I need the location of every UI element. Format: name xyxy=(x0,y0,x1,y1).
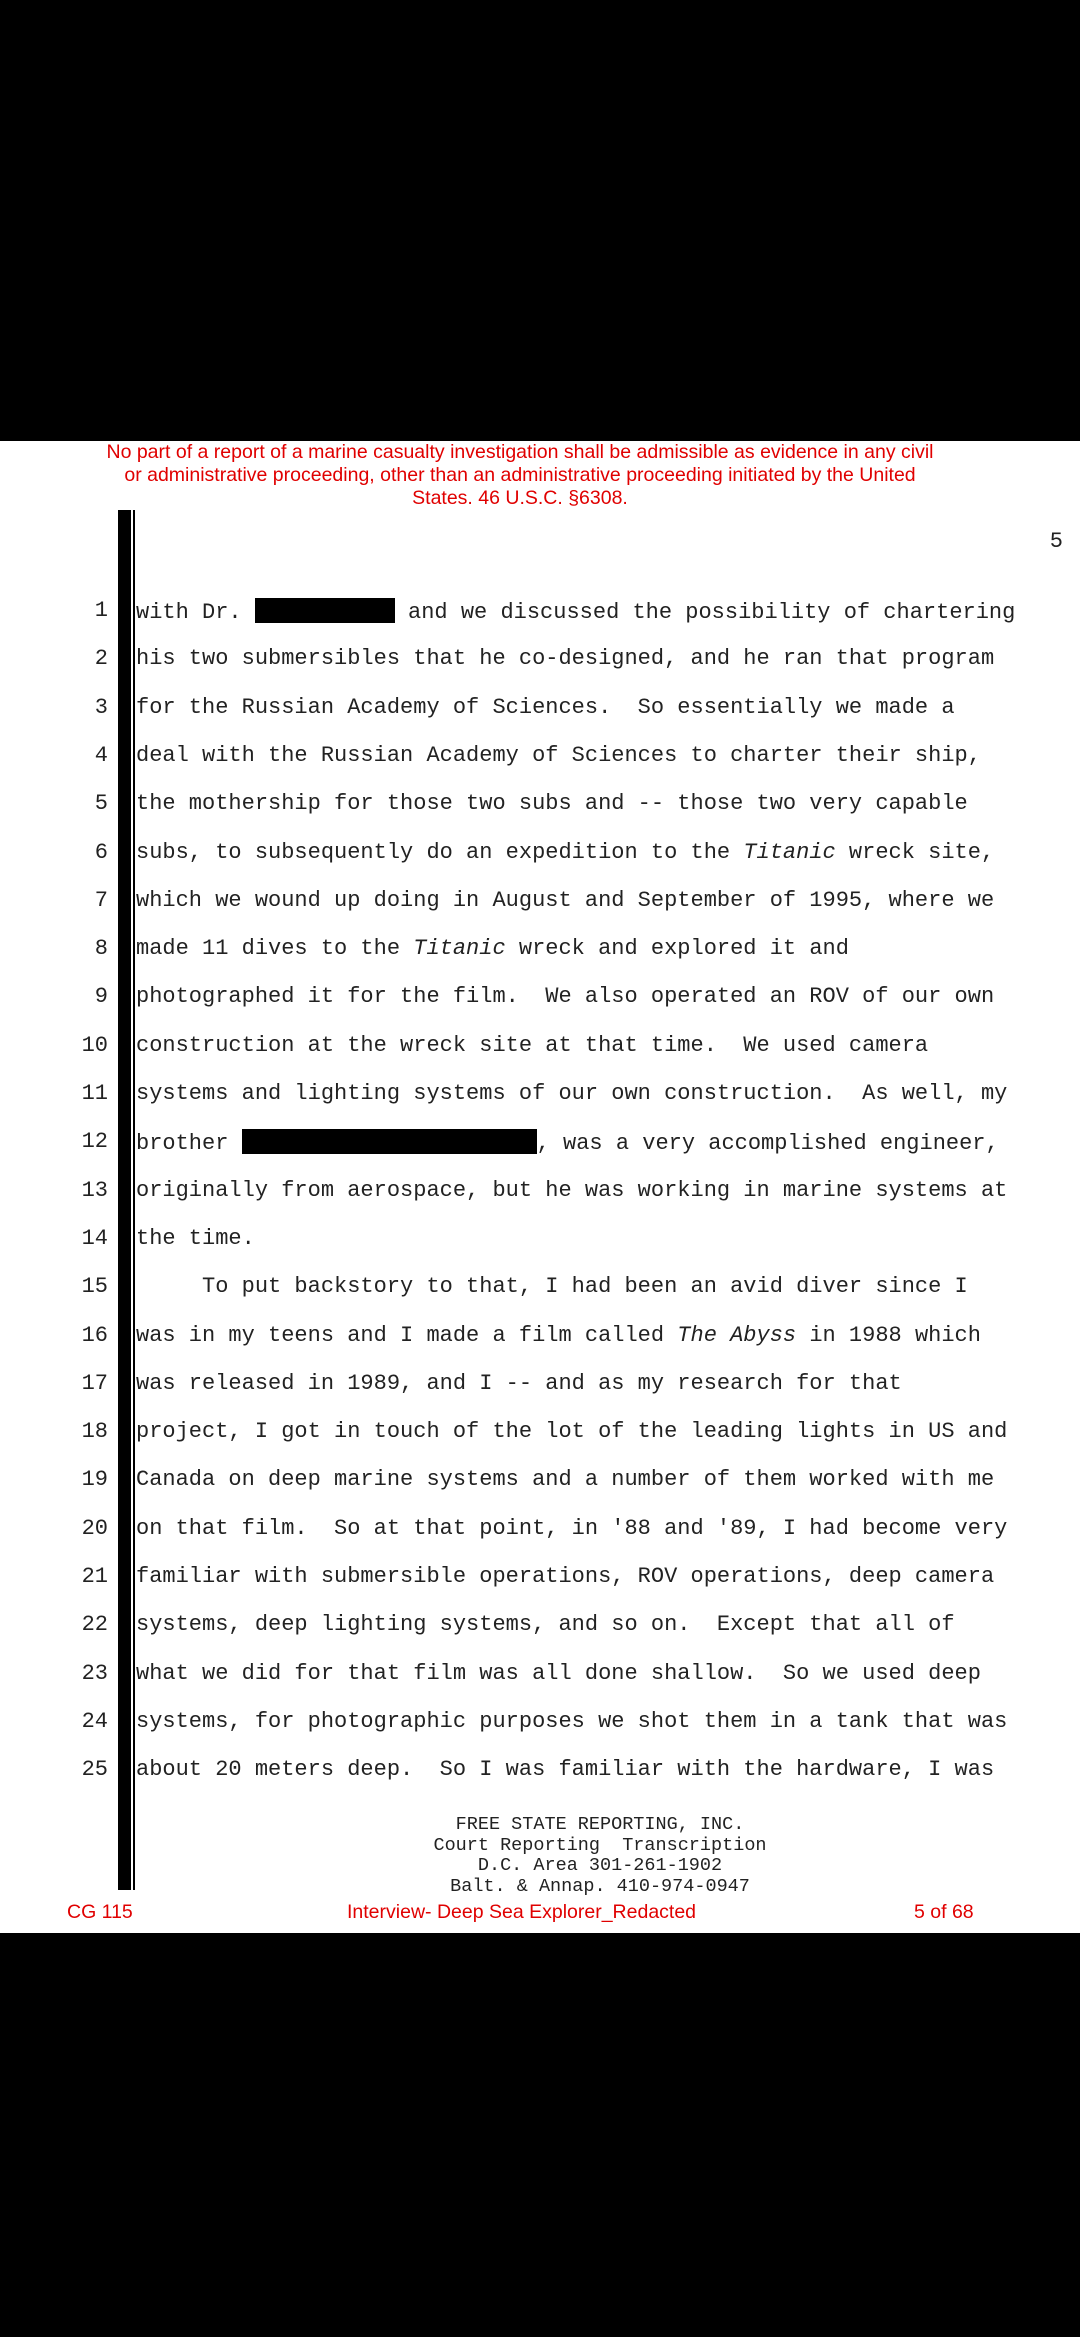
line-text: systems, deep lighting systems, and so on. Except that all of xyxy=(136,1612,955,1638)
italic-title: Titanic xyxy=(743,839,836,865)
line-number: 8 xyxy=(94,936,108,962)
line-number: 4 xyxy=(94,742,108,768)
redaction-box xyxy=(242,1129,537,1154)
page-of-total: 5 of 68 xyxy=(914,1901,974,1923)
line-number: 24 xyxy=(81,1708,108,1734)
line-number: 25 xyxy=(81,1757,108,1783)
line-text: systems and lighting systems of our own construction. As well, my xyxy=(136,1081,1008,1106)
line-text-part: subs, to subsequently do an expedition to the xyxy=(136,839,744,865)
line-number: 7 xyxy=(94,887,108,913)
line-text-part: was in my teens and I made a film called xyxy=(136,1322,678,1348)
line-number: 2 xyxy=(94,646,108,672)
footer-service: Court Reporting Transcription xyxy=(433,1834,767,1856)
line-number: 16 xyxy=(81,1322,108,1348)
transcript-page xyxy=(0,441,1080,1933)
line-text: for the Russian Academy of Sciences. So essentially we made a xyxy=(136,694,955,720)
line-text-part: brother xyxy=(136,1131,242,1157)
reporter-footer xyxy=(360,1815,840,1897)
document-id: CG 115 xyxy=(67,1901,133,1923)
line-text xyxy=(136,1129,999,1156)
line-text: construction at the wreck site at that time. We used camera xyxy=(136,1032,929,1058)
line-number: 20 xyxy=(81,1515,108,1541)
line-text: project, I got in touch of the lot of the leading lights in US and xyxy=(136,1419,1008,1445)
line-text: originally from aerospace, but he was working in marine systems at xyxy=(136,1177,1008,1203)
line-text: which we wound up doing in August and September of 1995, where we xyxy=(136,887,995,913)
footer-dc-phone: D.C. Area 301-261-1902 xyxy=(477,1855,723,1876)
line-text: deal with the Russian Academy of Sciences to charter their ship, xyxy=(136,742,981,768)
footer-balt-phone: Balt. & Annap. 410-974-0947 xyxy=(450,1875,750,1897)
line-text: familiar with submersible operations, ROV operations, deep camera xyxy=(136,1564,995,1589)
line-text xyxy=(136,840,994,865)
line-number: 17 xyxy=(81,1370,108,1396)
line-number: 10 xyxy=(81,1032,108,1058)
line-text-part: , was a very accomplished engineer, xyxy=(536,1131,999,1157)
line-number: 3 xyxy=(94,694,108,720)
redaction-box xyxy=(255,598,395,623)
line-text: about 20 meters deep. So I was familiar with the hardware, I was xyxy=(136,1757,995,1783)
line-text: To put backstory to that, I had been an avid diver since I xyxy=(136,1274,968,1300)
line-number: 21 xyxy=(81,1564,108,1589)
line-text-part: in 1988 which xyxy=(796,1322,981,1348)
left-margin-rule xyxy=(118,510,131,1890)
line-text: what we did for that film was all done shallow. So we used deep xyxy=(136,1660,981,1686)
line-text xyxy=(136,1323,981,1348)
line-number: 13 xyxy=(81,1177,108,1203)
line-number: 11 xyxy=(81,1081,108,1106)
italic-title: Titanic xyxy=(413,936,506,962)
line-text-part: wreck site, xyxy=(835,839,995,865)
admissibility-notice xyxy=(80,441,960,510)
line-number: 6 xyxy=(94,839,108,865)
line-text-part: and we discussed the possibility of chartering xyxy=(394,600,1016,625)
line-text xyxy=(136,598,1015,625)
line-number: 19 xyxy=(81,1467,108,1493)
page-number: 5 xyxy=(1049,529,1063,554)
line-text: systems, for photographic purposes we shot them in a tank that was xyxy=(136,1708,1008,1734)
notice-line-2: or administrative proceeding, other than an administrative proceeding initiated by the United xyxy=(124,464,916,486)
line-number: 5 xyxy=(94,791,108,817)
line-text: was released in 1989, and I -- and as my research for that xyxy=(136,1370,902,1396)
line-number: 12 xyxy=(81,1129,108,1155)
line-number: 1 xyxy=(94,598,108,623)
line-text-part: with Dr. xyxy=(136,600,255,625)
line-text: his two submersibles that he co-designed, and he ran that program xyxy=(136,646,995,672)
document-title: Interview- Deep Sea Explorer_Redacted xyxy=(347,1901,697,1923)
line-number: 14 xyxy=(81,1225,108,1251)
line-text-part: made 11 dives to the xyxy=(136,936,414,962)
line-text: the time. xyxy=(136,1225,255,1251)
line-text-part: wreck and explored it and xyxy=(505,936,849,962)
line-number: 22 xyxy=(81,1612,108,1638)
notice-line-3: States. 46 U.S.C. §6308. xyxy=(412,487,628,509)
line-text: Canada on deep marine systems and a number of them worked with me xyxy=(136,1467,995,1493)
line-number: 9 xyxy=(94,984,108,1010)
line-number: 18 xyxy=(81,1419,108,1445)
line-text xyxy=(136,936,849,961)
line-number: 15 xyxy=(81,1274,108,1300)
italic-title: The Abyss xyxy=(677,1322,797,1348)
line-number: 23 xyxy=(81,1660,108,1686)
line-text: the mothership for those two subs and -- those two very capable xyxy=(136,791,968,817)
line-text: photographed it for the film. We also operated an ROV of our own xyxy=(136,984,995,1010)
notice-line-1: No part of a report of a marine casualty investigation shall be admissible as evidence in any civil xyxy=(106,441,934,463)
line-text: on that film. So at that point, in '88 and '89, I had become very xyxy=(136,1515,1008,1541)
footer-company: FREE STATE REPORTING, INC. xyxy=(455,1814,745,1835)
